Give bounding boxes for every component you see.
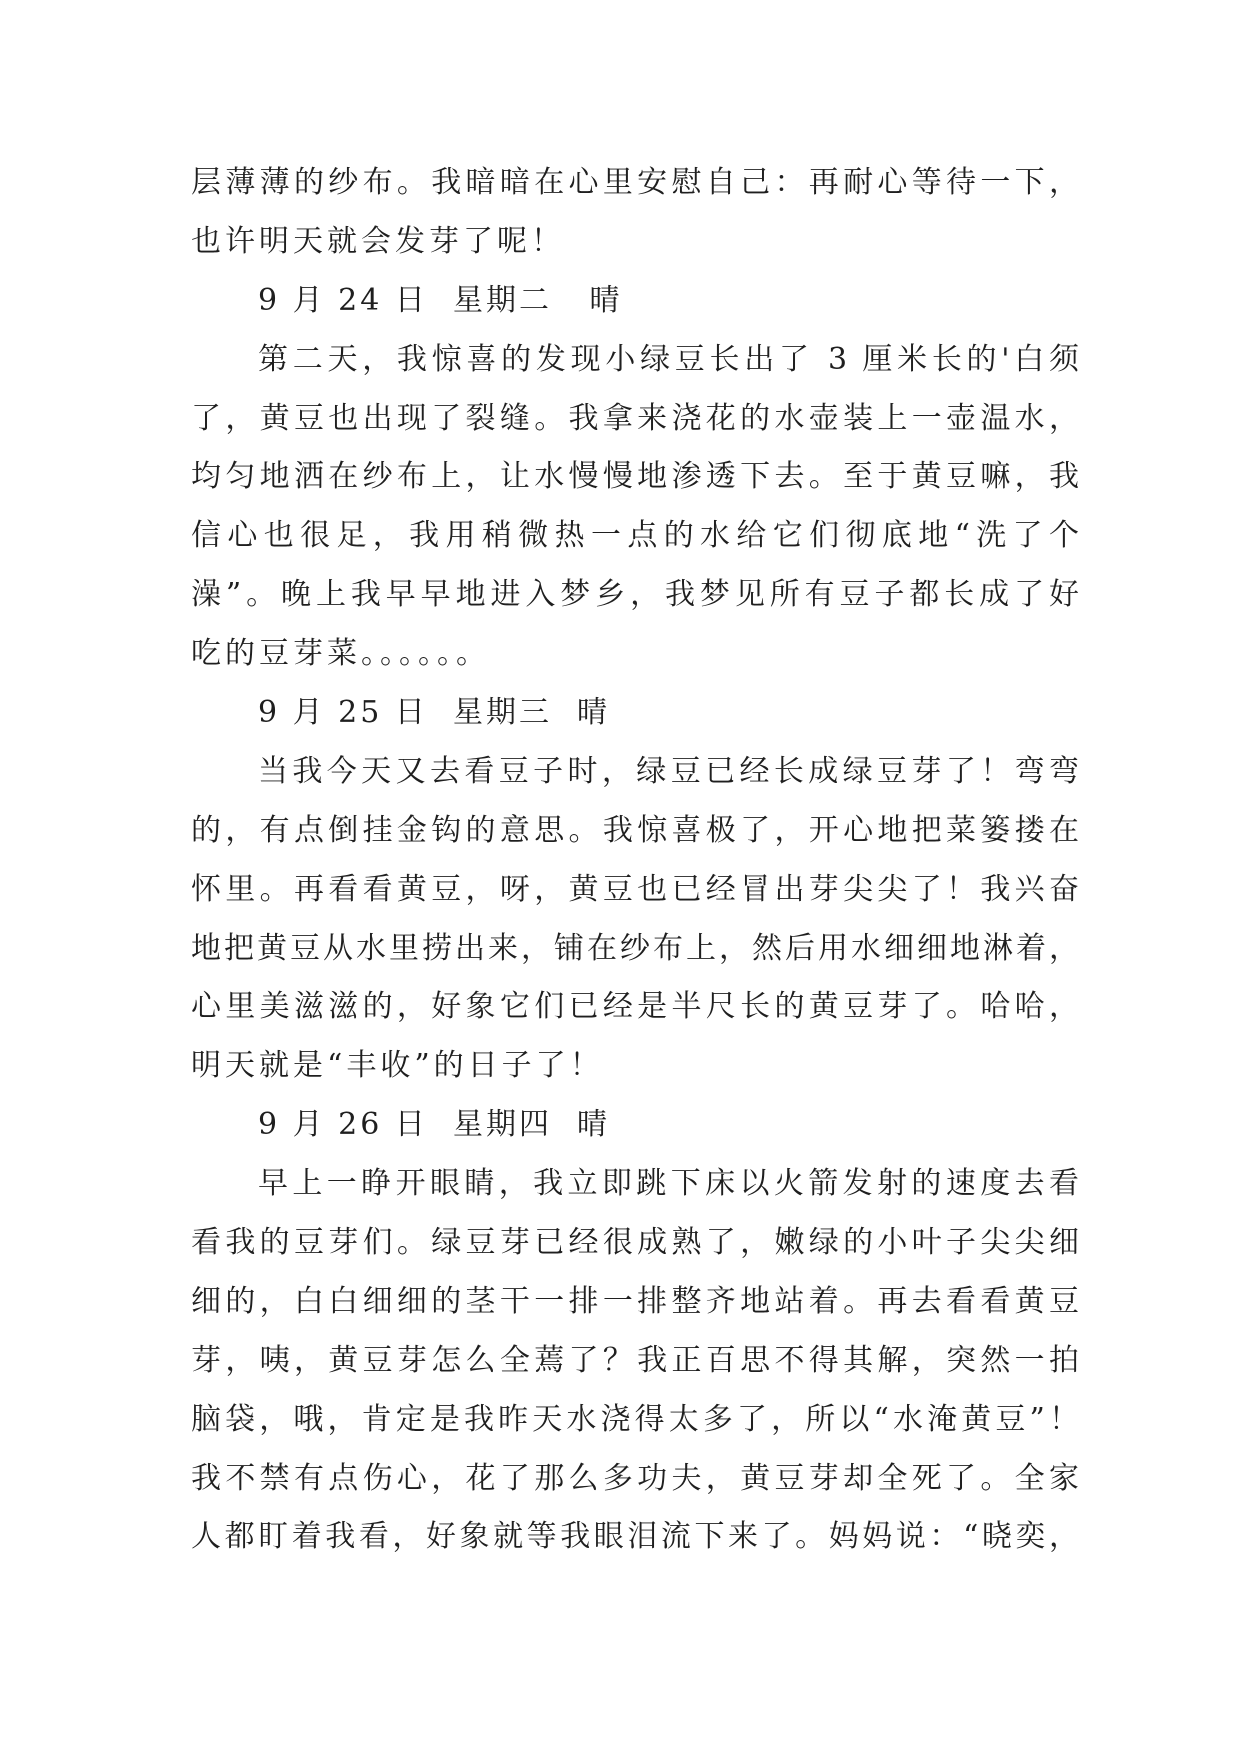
diary-date-heading: 9 月 25 日 星期三 晴 xyxy=(258,695,611,731)
text-line: 地把黄豆从水里捞出来，铺在纱布上，然后用水细细地淋着， xyxy=(191,930,1080,966)
diary-date-heading: 9 月 24 日 星期二 晴 xyxy=(258,282,623,318)
text-line: 也许明天就会发芽了呢！ xyxy=(191,223,565,259)
text-line: 了，黄豆也出现了裂缝。我拿来浇花的水壶装上一壶温水， xyxy=(191,400,1080,436)
text-line: 吃的豆芽菜。。。。。。 xyxy=(191,636,490,672)
text-line: 看我的豆芽们。绿豆芽已经很成熟了，嫩绿的小叶子尖尖细 xyxy=(191,1225,1080,1261)
text-line: 均匀地洒在纱布上，让水慢慢地渗透下去。至于黄豆嘛，我 xyxy=(191,459,1080,495)
text-line: 澡”。晚上我早早地进入梦乡，我梦见所有豆子都长成了好 xyxy=(191,577,1080,613)
diary-text xyxy=(191,154,1080,1567)
text-line: 我不禁有点伤心，花了那么多功夫，黄豆芽却全死了。全家 xyxy=(191,1460,1080,1496)
text-line: 心里美滋滋的，好象它们已经是半尺长的黄豆芽了。哈哈， xyxy=(191,989,1080,1025)
text-line: 层薄薄的纱布。我暗暗在心里安慰自己：再耐心等待一下， xyxy=(191,165,1080,200)
text-line: 细的，白白细细的茎干一排一排整齐地站着。再去看看黄豆 xyxy=(191,1283,1080,1319)
text-line: 第二天，我惊喜的发现小绿豆长出了 3 厘米长的'白须 xyxy=(258,341,1080,377)
text-line: 信心也很足，我用稍微热一点的水给它们彻底地“洗了个 xyxy=(191,518,1080,554)
diary-date-heading: 9 月 26 日 星期四 晴 xyxy=(258,1107,611,1143)
text-line: 的，有点倒挂金钩的意思。我惊喜极了，开心地把菜篓搂在 xyxy=(191,812,1080,848)
text-line: 明天就是“丰收”的日子了！ xyxy=(191,1048,604,1084)
text-line: 人都盯着我看，好象就等我眼泪流下来了。妈妈说：“晓奕， xyxy=(191,1519,1080,1555)
text-line: 当我今天又去看豆子时，绿豆已经长成绿豆芽了！弯弯 xyxy=(258,753,1080,789)
text-line: 早上一睁开眼睛，我立即跳下床以火箭发射的速度去看 xyxy=(258,1166,1080,1202)
text-line: 脑袋，哦，肯定是我昨天水浇得太多了，所以“水淹黄豆”！ xyxy=(191,1401,1080,1437)
text-line: 怀里。再看看黄豆，呀，黄豆也已经冒出芽尖尖了！我兴奋 xyxy=(191,871,1080,907)
text-line: 芽，咦，黄豆芽怎么全蔫了？我正百思不得其解，突然一拍 xyxy=(191,1342,1080,1378)
